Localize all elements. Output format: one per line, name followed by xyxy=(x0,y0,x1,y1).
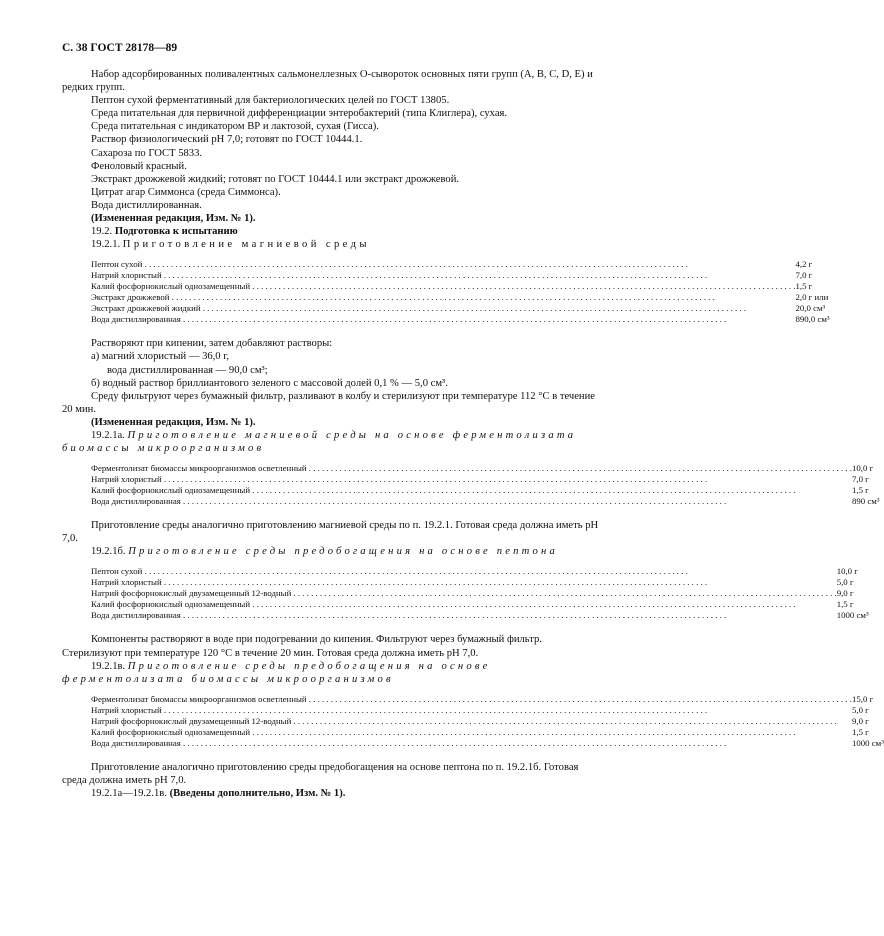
section-19-2-1v xyxy=(62,660,599,686)
paragraph: Компоненты растворяют в воде при подогревании до кипения. Фильтруют через бумажный фильтр. Стерилизуют при температуре 120 °С в течение 20 мин. Готовая среда должна иметь рН 7,0. xyxy=(62,634,542,659)
section-19-2-1b xyxy=(62,545,599,558)
ingredient-name: Ферментолизат биомассы микроорганизмов осветленный xyxy=(91,693,307,704)
table-row xyxy=(91,314,830,325)
ingredient-quantity: 10,0 г xyxy=(851,463,874,474)
ingredient-name: Калий фосфорнокислый однозамещенный xyxy=(91,281,251,292)
intro-item: Цитрат агар Симмонса (среда Симмонса). xyxy=(91,186,281,198)
ingredient-quantity: 20,0 см³ xyxy=(795,303,826,314)
recipe-table-1 xyxy=(91,259,830,325)
ingredient-name: Натрий хлористый xyxy=(91,704,162,715)
amendment-note: (Измененная редакция, Изм. № 1). xyxy=(91,213,256,225)
paragraph: Приготовление аналогично приготовлению среды предобогащения на основе пептона по п. 19.2.1б. Готовая среда должна иметь рН 7,0. xyxy=(62,761,579,786)
table-row xyxy=(91,292,830,303)
paragraph-item-a: а) магний хлористый — 36,0 г, xyxy=(91,351,230,363)
paragraph: Приготовление среды аналогично приготовлению магниевой среды по п. 19.2.1. Готовая среда должна иметь рН 7,0. xyxy=(62,520,599,545)
ingredient-name: Натрий фосфорнокислый двузамещенный 12-водный xyxy=(91,715,292,726)
table-row xyxy=(91,599,869,610)
ingredient-quantity: 9,0 г xyxy=(851,715,869,726)
intro-item: Среда питательная с индикатором ВР и лактозой, сухая (Гисса). xyxy=(91,121,379,133)
amendment-note: (Измененная редакция, Изм. № 1). xyxy=(91,416,256,428)
table-row xyxy=(91,588,869,599)
section-title: Подготовка к испытанию xyxy=(114,226,238,238)
intro-item: Среда питательная для первичной дифференциации энтеробактерий (типа Клиглера), сухая. xyxy=(91,108,508,120)
ingredient-name: Вода дистиллированная xyxy=(91,610,181,621)
table-row xyxy=(91,303,830,314)
table-row xyxy=(91,281,830,292)
section-number: 19.2.1а. xyxy=(91,429,125,441)
intro-item: Сахароза по ГОСТ 5833. xyxy=(91,147,203,159)
ingredient-quantity: 890 см³ xyxy=(851,496,880,507)
ingredient-quantity: 7,0 г xyxy=(851,474,869,485)
section-number: 19.2.1. xyxy=(91,239,121,251)
table-row xyxy=(91,705,884,716)
intro-item: Пептон сухой ферментативный для бактериологических целей по ГОСТ 13805. xyxy=(91,95,450,107)
table-row xyxy=(91,270,830,281)
section-19-2 xyxy=(62,225,599,238)
ingredient-name: Экстракт дрожжевой xyxy=(91,292,170,303)
intro-item: Раствор физиологический рН 7,0; готовят по ГОСТ 10444.1. xyxy=(91,134,363,146)
ingredient-name: Натрий хлористый xyxy=(91,270,162,281)
ingredient-quantity: 5,0 г xyxy=(851,704,869,715)
ingredient-quantity: 1,5 г xyxy=(836,599,854,610)
section-number: 19.2.1в. xyxy=(91,660,126,672)
section-title: Приготовление среды предобогащения на основе ферментолизата биомассы микроорганизмов xyxy=(62,660,491,685)
table-row xyxy=(91,496,880,507)
table-row xyxy=(91,577,869,588)
table-row xyxy=(91,474,880,485)
table-row xyxy=(91,727,884,738)
ingredient-name: Натрий хлористый xyxy=(91,474,162,485)
table-row xyxy=(91,485,880,496)
document-body xyxy=(62,68,884,800)
ingredient-name: Вода дистиллированная xyxy=(91,496,181,507)
amendment-note: (Введены дополнительно, Изм. № 1). xyxy=(169,788,346,799)
intro-item: Набор адсорбированных поливалентных сальмонеллезных О-сывороток основных пяти групп (А, В, С, D, Е) и редких групп. xyxy=(62,69,593,94)
ingredient-quantity: 5,0 г xyxy=(836,577,854,588)
intro-list xyxy=(62,68,599,212)
paragraph-item-a-2: вода дистиллированная — 90,0 см³; xyxy=(107,364,268,376)
intro-item: Экстракт дрожжевой жидкий; готовят по ГОСТ 10444.1 или экстракт дрожжевой. xyxy=(91,173,460,185)
ingredient-name: Калий фосфорнокислый однозамещенный xyxy=(91,726,251,737)
ingredient-quantity: 1000 см³ xyxy=(851,737,884,748)
table-row xyxy=(91,463,880,474)
recipe-table-2 xyxy=(91,463,880,507)
ingredient-name: Калий фосфорнокислый однозамещенный xyxy=(91,599,251,610)
ingredient-quantity: 1000 см³ xyxy=(836,610,869,621)
ingredient-name: Вода дистиллированная xyxy=(91,737,181,748)
ingredient-name: Калий фосфорнокислый однозамещенный xyxy=(91,485,251,496)
final-note xyxy=(62,787,599,800)
section-number: 19.2.1б. xyxy=(91,546,126,558)
ingredient-quantity: 890,0 см³ xyxy=(795,314,830,325)
paragraph-item-b: б) водный раствор бриллиантового зеленого с массовой долей 0,1 % — 5,0 см³. xyxy=(91,377,448,389)
ingredient-quantity: 2,0 г или xyxy=(795,292,829,303)
ingredient-quantity: 9,0 г xyxy=(836,588,854,599)
ingredient-name: Натрий фосфорнокислый двузамещенный 12-водный xyxy=(91,588,292,599)
ingredient-quantity: 15,0 г xyxy=(851,693,874,704)
table-row xyxy=(91,566,869,577)
section-title: Приготовление среды предобогащения на основе пептона xyxy=(128,546,558,558)
section-title: Приготовление магниевой среды xyxy=(122,239,370,251)
ingredient-quantity: 1,5 г xyxy=(851,485,869,496)
ingredient-name: Экстракт дрожжевой жидкий xyxy=(91,303,201,314)
paragraph: Среду фильтруют через бумажный фильтр, разливают в колбу и стерилизуют при температуре 112 °С в течение 20 мин. xyxy=(62,390,595,415)
ingredient-name: Вода дистиллированная xyxy=(91,314,181,325)
table-row xyxy=(91,259,830,270)
intro-item: Вода дистиллированная. xyxy=(91,199,202,211)
ingredient-name: Натрий хлористый xyxy=(91,577,162,588)
table-row xyxy=(91,716,884,727)
section-number: 19.2.1а—19.2.1в. xyxy=(91,788,167,799)
ingredient-quantity: 10,0 г xyxy=(836,566,858,577)
ingredient-quantity: 4,2 г xyxy=(795,259,813,270)
paragraph: Растворяют при кипении, затем добавляют растворы: xyxy=(91,338,333,350)
intro-item: Феноловый красный. xyxy=(91,160,187,172)
table-row xyxy=(91,694,884,705)
section-number: 19.2. xyxy=(91,226,113,238)
ingredient-quantity: 1,5 г xyxy=(851,726,869,737)
ingredient-name: Пептон сухой xyxy=(91,259,143,270)
section-19-2-1a xyxy=(62,429,599,455)
ingredient-name: Пептон сухой xyxy=(91,566,143,577)
ingredient-quantity: 7,0 г xyxy=(795,270,813,281)
section-19-2-1 xyxy=(62,238,599,251)
table-row xyxy=(91,738,884,749)
recipe-table-4 xyxy=(91,694,884,749)
ingredient-name: Ферментолизат биомассы микроорганизмов осветленный xyxy=(91,463,307,474)
table-row xyxy=(91,610,869,621)
ingredient-quantity: 1,5 г xyxy=(795,281,813,292)
section-title: Приготовление магниевой среды на основе ферментолизата биомассы микроорганизмов xyxy=(62,429,577,455)
recipe-table-3 xyxy=(91,566,869,621)
page-header: С. 38 ГОСТ 28178—89 xyxy=(62,42,178,54)
